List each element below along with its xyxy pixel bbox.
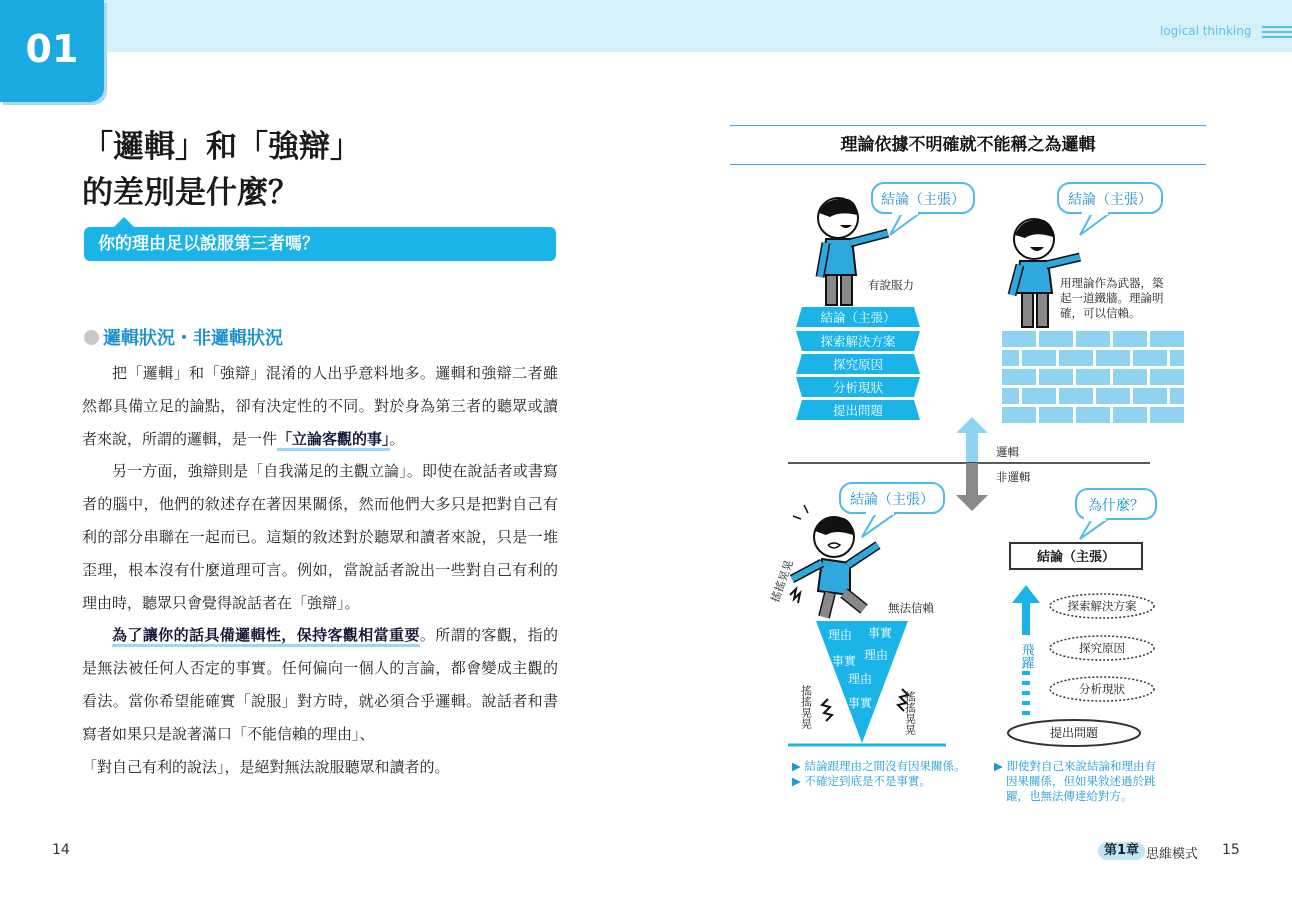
tri-word-6: 事實 (847, 696, 873, 710)
subtitle-text: 你的理由足以說服第三者嗎？ (98, 234, 319, 254)
brick (1150, 369, 1184, 385)
persuasive-label: 有說服力 (868, 278, 914, 292)
note-left-1: ▶ 結論跟理由之間沒有因果關係。 (792, 759, 966, 773)
brick (1039, 331, 1073, 347)
p1-highlight: 「立論客觀的事」 (277, 430, 390, 451)
brick (1076, 407, 1110, 423)
brick-wall (1002, 331, 1184, 423)
title-line-1: 「邏輯」和「強辯」 (82, 129, 361, 165)
diagram-title: 理論依據不明確就不能稱之為邏輯 (730, 125, 1206, 165)
paragraph-1 (82, 357, 558, 455)
p3-text: 。所謂的客觀，指的是無法被任何人否定的事實。任何偏向一個人的言論，都會變成主觀的看法。當你希望能確實「說服」對方時，就必須合乎邏輯。說話者和書寫者如果只是說著滿口「不能信賴的理由」、 (82, 626, 558, 743)
brick (1170, 388, 1184, 404)
tri-word-4: 理由 (863, 648, 889, 662)
brick (1096, 388, 1130, 404)
tri-word-3: 事實 (831, 654, 857, 668)
bubble-top-left (872, 183, 974, 235)
subtitle-bar (84, 227, 556, 261)
page-title (82, 124, 361, 216)
diagram-graphics (730, 125, 1206, 825)
bubble-text-2: 結論（主張） (1068, 192, 1152, 208)
paragraph-2: 另一方面，強辯則是「自我滿足的主觀立論」。即使在說話者或書寫者的腦中，他們的敘述存在著因果關係，然而他們大多只是把對自己有利的部分串聯在一起而已。這類的敘述對於聽眾和讀者來說，只是一堆歪理，根本沒有什麼道理可言。例如，當說話者說出一些對自己有利的理由時，聽眾只會覺得說話者在「強辯」。 (82, 462, 558, 612)
brick (1150, 407, 1184, 423)
wall-caption-1: 用理論作為武器，築 (1060, 276, 1164, 290)
brick (1150, 331, 1184, 347)
p3-highlight: 為了讓你的話具備邏輯性，保持客觀相當重要 (112, 626, 420, 647)
section-heading-text: 邏輯狀況・非邏輯狀況 (103, 328, 283, 349)
bubble-top-right (1058, 183, 1162, 235)
note-right-1: ▶ 即使對自己來說結論和理由有 (994, 759, 1156, 773)
menu-lines-icon (1262, 26, 1292, 41)
person-wobbling-icon (792, 505, 878, 617)
chapter-number-tab: 01 (0, 0, 104, 102)
note-left (792, 759, 966, 789)
bottom-oval: 提出問題 (1049, 726, 1099, 740)
brick (1022, 388, 1056, 404)
untrust-label: 無法信賴 (888, 601, 934, 615)
section-heading (84, 324, 283, 350)
chapter-badge: 第1章 (1098, 842, 1145, 860)
wobble-label-2: 搖搖晃晃 (799, 685, 813, 729)
diagram (730, 125, 1206, 825)
page-number-left: 14 (52, 842, 70, 858)
step-3: 探究原因 (832, 357, 884, 372)
brick (1022, 350, 1056, 366)
bubble-why (1076, 489, 1156, 539)
title-line-2: 的差別是什麼？ (82, 175, 299, 211)
conclusion-box-text: 結論（主張） (1036, 550, 1116, 565)
chapter-name: 思維模式 (1146, 847, 1199, 862)
tri-word-1: 理由 (827, 628, 853, 642)
bubble-text-1: 結論（主張） (881, 192, 965, 208)
paragraph-4: 「對自己有利的說法」，是絕對無法說服聽眾和讀者的。 (82, 757, 450, 776)
wall-caption-3: 確，可以信賴。 (1060, 306, 1141, 320)
step-4: 分析現狀 (832, 380, 884, 395)
oval-1: 探索解決方案 (1067, 599, 1137, 613)
step-1: 結論（主張） (820, 310, 896, 325)
brick (1002, 350, 1019, 366)
note-right-2: 因果關係，但如果敘述過於跳 (1006, 774, 1156, 788)
tri-word-5: 理由 (847, 672, 873, 686)
brick (1113, 369, 1147, 385)
brick (1002, 388, 1019, 404)
bullet-dot-icon (84, 330, 99, 345)
wall-caption-2: 起一道鐵牆。理論明 (1060, 291, 1164, 305)
brick (1059, 350, 1093, 366)
jump-arrow (1012, 585, 1040, 715)
brick (1002, 331, 1036, 347)
note-right-3: 躍，也無法傳達給對方。 (1006, 789, 1133, 803)
oval-3: 分析現狀 (1079, 682, 1125, 696)
brick (1076, 331, 1110, 347)
brick (1076, 369, 1110, 385)
brand-label: logical thinking (1160, 24, 1252, 38)
oval-2: 探究原因 (1079, 641, 1125, 655)
brick (1113, 331, 1147, 347)
brick (1059, 388, 1093, 404)
brick (1170, 350, 1184, 366)
tri-word-2: 事實 (867, 626, 893, 640)
page-number-right: 15 (1222, 842, 1240, 858)
brick (1113, 407, 1147, 423)
brick (1039, 407, 1073, 423)
jump-label: 飛躍 (1018, 643, 1034, 669)
brick (1039, 369, 1073, 385)
why-text: 為什麼？ (1088, 498, 1144, 514)
brick (1002, 369, 1036, 385)
p1-end: 。 (389, 429, 405, 448)
brick (1133, 388, 1167, 404)
bubble-text-3: 結論（主張） (850, 492, 934, 508)
nonlogic-label: 非邏輯 (996, 470, 1031, 484)
brick (1096, 350, 1130, 366)
stair-steps (796, 307, 920, 420)
bubble-bottom-left (840, 483, 944, 537)
header-band (0, 0, 1292, 52)
p1-text: 把「邏輯」和「強辯」混淆的人出乎意料地多。邏輯和強辯二者雖然都具備立足的論點，卻有決定性的不同。對於身為第三者的聽眾或讀者來說，所謂的邏輯，是一件 (82, 364, 558, 448)
logic-label: 邏輯 (996, 445, 1019, 459)
brick (1133, 350, 1167, 366)
note-right (994, 759, 1156, 804)
step-2: 探索解決方案 (820, 334, 896, 349)
wobble-label-1: 搖搖晃晃 (768, 558, 796, 605)
note-left-2: ▶ 不確定到底是不是事實。 (792, 774, 931, 788)
step-5: 提出問題 (832, 403, 884, 418)
paragraph-3 (82, 619, 558, 750)
body-text (82, 357, 558, 783)
brick (1002, 407, 1036, 423)
wobble-label-3: 搖搖晃晃 (903, 691, 917, 735)
